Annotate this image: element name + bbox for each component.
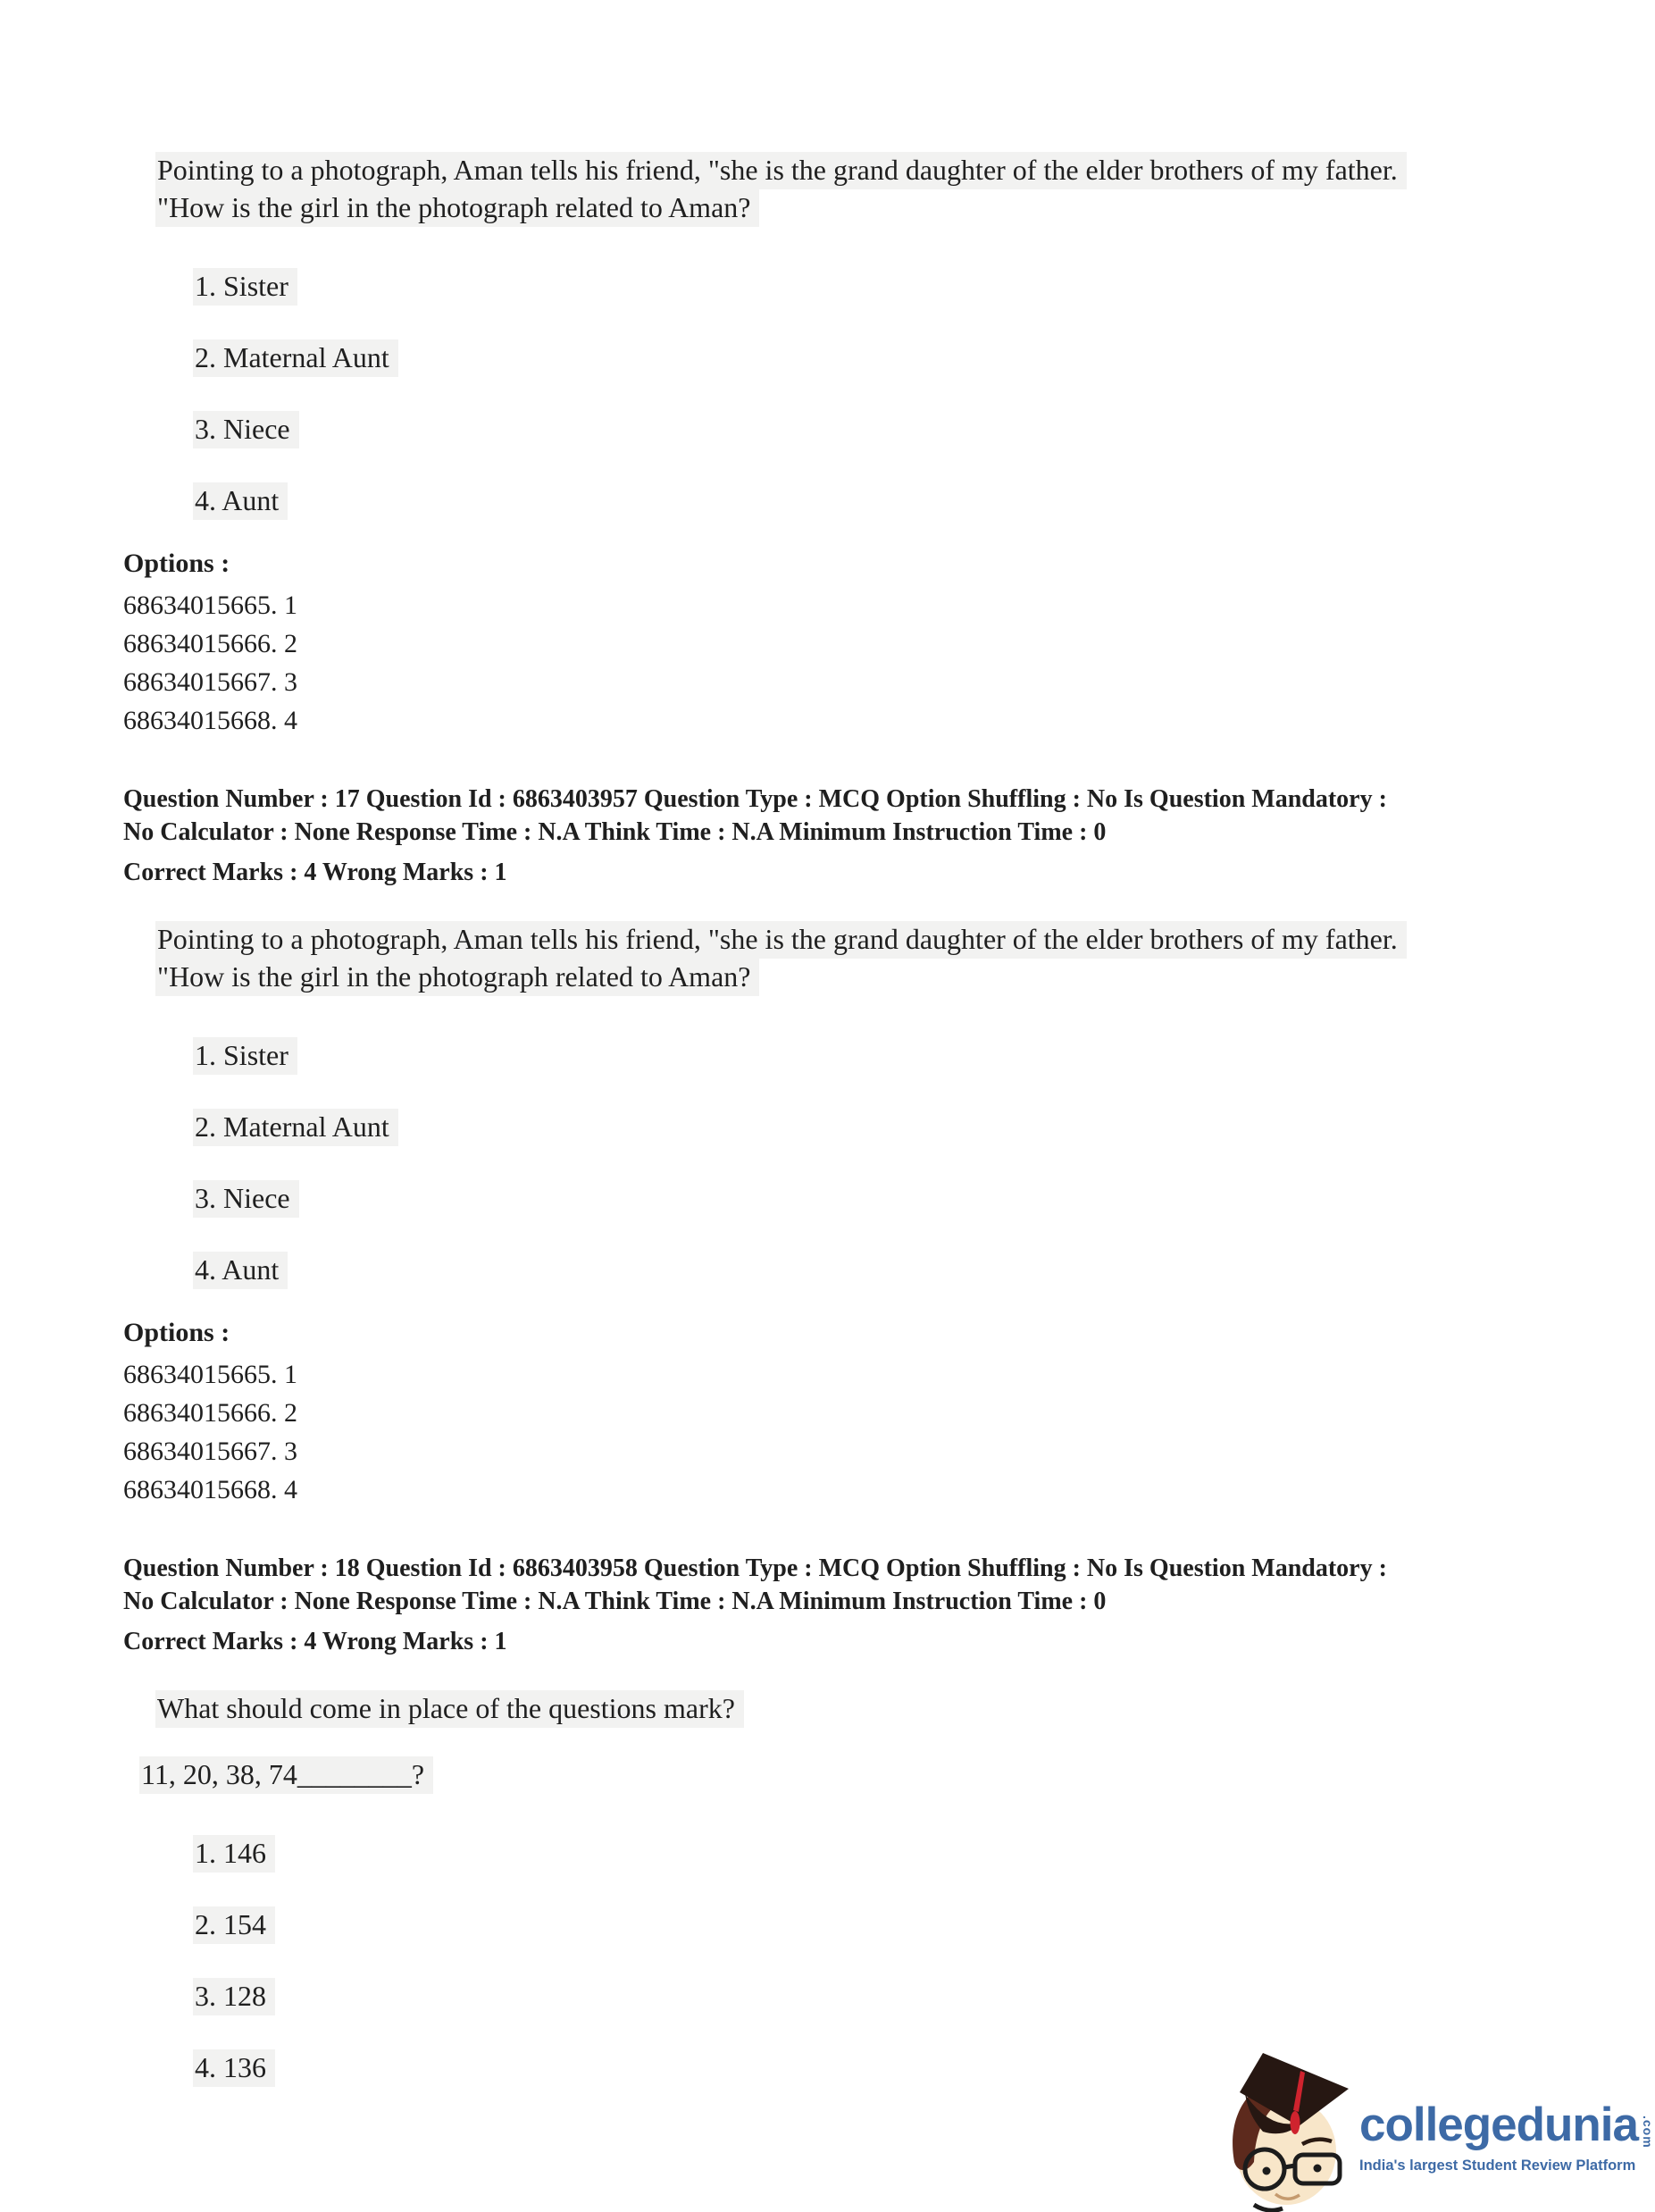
question-block-18 — [123, 1552, 1586, 2087]
glasses-bridge — [1284, 2166, 1295, 2167]
question-block-16 — [123, 152, 1586, 740]
question-metadata — [123, 1552, 1570, 1618]
brand-text — [1359, 2049, 1655, 2174]
question-metadata-line: No Calculator : None Response Time : N.A Think Time : N.A Minimum Instruction Time : 0 — [123, 1588, 1107, 1615]
question-text: What should come in place of the questions mark? — [155, 1690, 744, 1728]
question-block-17 — [123, 783, 1586, 1509]
mascot-right-eye — [1314, 2165, 1322, 2173]
option-id: 68634015667. 3 — [123, 667, 297, 697]
choice-item — [195, 1180, 1586, 1218]
choice-text: 4. Aunt — [193, 1252, 288, 1289]
brand-tagline: India's largest Student Review Platform — [1359, 2158, 1636, 2174]
brand-name: collegedunia — [1359, 2099, 1638, 2151]
question-metadata-line: Question Number : 17 Question Id : 6863403957 Question Type : MCQ Option Shuffling : No Is Question Mandatory : — [123, 785, 1387, 813]
options-heading: Options : — [123, 1318, 230, 1347]
number-sequence — [141, 1756, 1586, 1794]
question-text: "How is the girl in the photograph related to Aman? — [155, 189, 759, 227]
collegedunia-logo — [1222, 2049, 1655, 2212]
brand-row — [1359, 2101, 1655, 2149]
option-id: 68634015668. 4 — [123, 1475, 297, 1504]
choice-text: 3. Niece — [193, 1180, 299, 1218]
mascot-icon — [1222, 2049, 1356, 2212]
choice-item — [195, 268, 1586, 306]
choice-item — [195, 1109, 1586, 1146]
question-metadata — [123, 783, 1570, 849]
mascot-collar — [1254, 2205, 1283, 2210]
option-id-list — [123, 586, 1586, 740]
options-heading: Options : — [123, 549, 230, 578]
choice-text: 2. Maternal Aunt — [193, 339, 398, 377]
choice-list — [195, 268, 1586, 520]
choice-text: 1. Sister — [193, 1037, 297, 1075]
question-text-line — [157, 921, 1586, 959]
option-id: 68634015667. 3 — [123, 1437, 297, 1466]
choice-text: 2. Maternal Aunt — [193, 1109, 398, 1146]
option-id: 68634015665. 1 — [123, 591, 297, 620]
tassel-drop — [1291, 2111, 1300, 2134]
option-id: 68634015666. 2 — [123, 629, 297, 658]
question-text: Pointing to a photograph, Aman tells his friend, "she is the grand daughter of the elder brothers of my father. — [155, 152, 1407, 189]
question-text-line — [157, 959, 1586, 996]
question-text-line — [157, 152, 1586, 189]
choice-item — [195, 482, 1586, 520]
question-metadata-line: Question Number : 18 Question Id : 6863403958 Question Type : MCQ Option Shuffling : No Is Question Mandatory : — [123, 1554, 1387, 1582]
choice-text: 1. 146 — [193, 1835, 275, 1873]
choice-list — [195, 1037, 1586, 1289]
option-id: 68634015665. 1 — [123, 1360, 297, 1389]
question-text-line — [157, 1690, 1586, 1728]
option-id-list — [123, 1355, 1586, 1509]
question-metadata-line: No Calculator : None Response Time : N.A Think Time : N.A Minimum Instruction Time : 0 — [123, 818, 1107, 846]
choice-item — [195, 411, 1586, 448]
choice-item — [195, 1252, 1586, 1289]
choice-text: 3. Niece — [193, 411, 299, 448]
choice-text: 4. 136 — [193, 2049, 275, 2087]
question-text: "How is the girl in the photograph related to Aman? — [155, 959, 759, 996]
choice-item — [195, 1906, 1586, 1944]
question-text: Pointing to a photograph, Aman tells his friend, "she is the grand daughter of the elder brothers of my father. — [155, 921, 1407, 959]
brand-suffix: .com — [1640, 2116, 1655, 2149]
choice-text: 4. Aunt — [193, 482, 288, 520]
option-id: 68634015666. 2 — [123, 1398, 297, 1428]
choice-item — [195, 1037, 1586, 1075]
question-text-line — [157, 189, 1586, 227]
choice-item — [195, 339, 1586, 377]
choice-item — [195, 1835, 1586, 1873]
marks-line: Correct Marks : 4 Wrong Marks : 1 — [123, 859, 507, 886]
option-id: 68634015668. 4 — [123, 706, 297, 735]
choice-text: 2. 154 — [193, 1906, 275, 1944]
choice-text: 3. 128 — [193, 1978, 275, 2015]
choice-text: 1. Sister — [193, 268, 297, 306]
sequence-text: 11, 20, 38, 74________? — [139, 1756, 433, 1794]
mascot-left-eye — [1263, 2167, 1271, 2175]
choice-item — [195, 1978, 1586, 2015]
marks-line: Correct Marks : 4 Wrong Marks : 1 — [123, 1628, 507, 1655]
